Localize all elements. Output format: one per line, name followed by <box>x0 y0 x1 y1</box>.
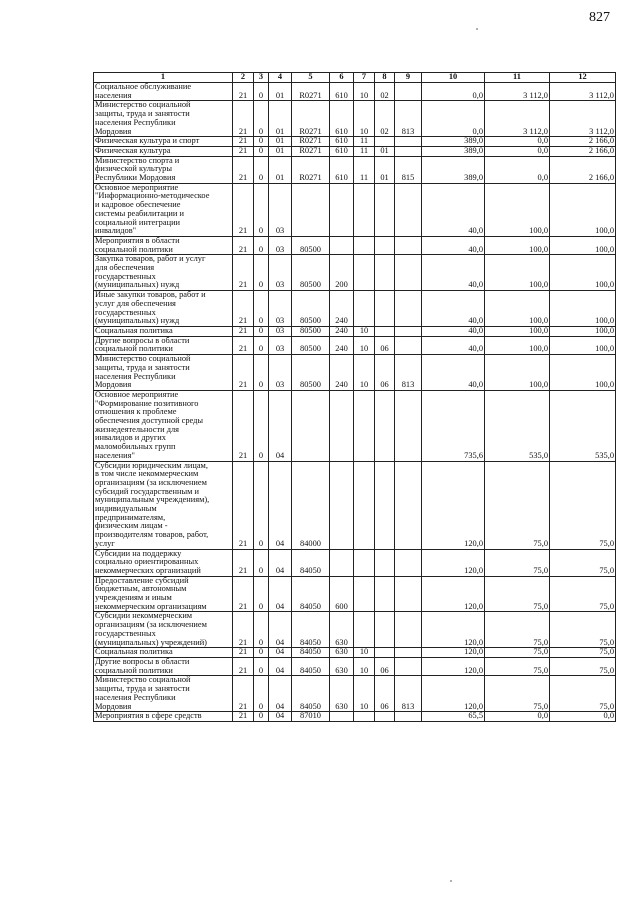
table-cell: 21 <box>233 549 254 576</box>
table-cell <box>375 183 395 236</box>
table-cell <box>395 255 422 291</box>
table-cell: 21 <box>233 83 254 101</box>
row-name-cell: Министерство социальной защиты, труда и занятости населения Республики Мордовия <box>94 101 233 137</box>
table-cell: 80500 <box>292 255 330 291</box>
table-row <box>94 101 616 137</box>
table-cell: 630 <box>330 648 354 658</box>
table-cell: 100,0 <box>550 326 616 336</box>
table-cell: 03 <box>269 255 292 291</box>
table-cell: 04 <box>269 658 292 676</box>
table-cell: 01 <box>269 156 292 183</box>
table-cell <box>375 461 395 549</box>
table-cell: 21 <box>233 101 254 137</box>
table-cell: 80500 <box>292 291 330 327</box>
table-cell: 0 <box>254 156 269 183</box>
row-name-cell: Субсидии на поддержку социально ориентированных некоммерческих организаций <box>94 549 233 576</box>
table-cell <box>292 390 330 461</box>
table-cell: 84050 <box>292 648 330 658</box>
table-cell: 84000 <box>292 461 330 549</box>
table-row <box>94 291 616 327</box>
table-cell: 0 <box>254 676 269 712</box>
table-cell: 80500 <box>292 326 330 336</box>
table-row <box>94 576 616 612</box>
table-cell <box>395 326 422 336</box>
table-cell: 200 <box>330 255 354 291</box>
table-cell: 100,0 <box>550 291 616 327</box>
table-cell <box>292 183 330 236</box>
table-cell: 75,0 <box>485 549 550 576</box>
table-cell: 0 <box>254 549 269 576</box>
table-cell: 0,0 <box>485 712 550 722</box>
table-cell: 21 <box>233 183 254 236</box>
table-cell: 240 <box>330 336 354 354</box>
table-cell: 80500 <box>292 236 330 254</box>
table-cell <box>395 146 422 156</box>
table-cell <box>375 712 395 722</box>
table-cell: 80500 <box>292 336 330 354</box>
table-body <box>94 83 616 722</box>
table-cell: 21 <box>233 291 254 327</box>
table-cell: 735,6 <box>422 390 485 461</box>
table-cell: 75,0 <box>550 576 616 612</box>
table-cell: 2 166,0 <box>550 137 616 147</box>
table-cell: 0 <box>254 137 269 147</box>
table-cell: 0 <box>254 326 269 336</box>
table-cell: 0 <box>254 146 269 156</box>
row-name-cell: Предоставление субсидий бюджетным, автономным учреждениям и иным некоммерческим организациям <box>94 576 233 612</box>
table-cell: 240 <box>330 355 354 391</box>
table-cell: 02 <box>375 101 395 137</box>
row-name-cell: Субсидии некоммерческим организациям (за исключением государственных (муниципальных) учреждений) <box>94 612 233 648</box>
table-cell: 0 <box>254 236 269 254</box>
table-cell: 01 <box>375 156 395 183</box>
table-cell: 2 166,0 <box>550 156 616 183</box>
row-name-cell: Другие вопросы в области социальной политики <box>94 658 233 676</box>
table-cell: 120,0 <box>422 648 485 658</box>
table-cell: 87010 <box>292 712 330 722</box>
column-header: 9 <box>395 73 422 83</box>
table-row <box>94 326 616 336</box>
table-cell: 120,0 <box>422 676 485 712</box>
row-name-cell: Министерство социальной защиты, труда и занятости населения Республики Мордовия <box>94 355 233 391</box>
table-cell: 0,0 <box>485 146 550 156</box>
table-cell: 21 <box>233 390 254 461</box>
table-cell: 240 <box>330 326 354 336</box>
row-name-cell: Министерство спорта и физической культуры Республики Мордовия <box>94 156 233 183</box>
table-cell: 240 <box>330 291 354 327</box>
table-cell <box>375 549 395 576</box>
table-cell <box>375 612 395 648</box>
table-cell: 0 <box>254 390 269 461</box>
table-cell: 610 <box>330 146 354 156</box>
table-cell: 10 <box>354 326 375 336</box>
column-header: 3 <box>254 73 269 83</box>
table-cell: 04 <box>269 461 292 549</box>
table-cell: 10 <box>354 355 375 391</box>
table-cell <box>330 390 354 461</box>
table-cell: 21 <box>233 336 254 354</box>
table-row <box>94 461 616 549</box>
table-cell: 600 <box>330 576 354 612</box>
table-cell <box>395 658 422 676</box>
table-cell: 10 <box>354 336 375 354</box>
table-cell <box>395 612 422 648</box>
row-name-cell: Физическая культура и спорт <box>94 137 233 147</box>
table-row <box>94 83 616 101</box>
column-header: 5 <box>292 73 330 83</box>
table-cell: 0 <box>254 576 269 612</box>
table-cell <box>395 137 422 147</box>
table-cell <box>395 549 422 576</box>
table-cell: 84050 <box>292 676 330 712</box>
table-cell: 75,0 <box>485 576 550 612</box>
table-cell: R0271 <box>292 83 330 101</box>
table-cell: 03 <box>269 183 292 236</box>
table-cell: 21 <box>233 236 254 254</box>
table-cell: 120,0 <box>422 576 485 612</box>
table-cell <box>395 183 422 236</box>
header-row <box>94 73 616 83</box>
table-cell: 75,0 <box>485 612 550 648</box>
table-cell <box>375 576 395 612</box>
table-cell: 630 <box>330 676 354 712</box>
table-cell <box>375 137 395 147</box>
table-cell: R0271 <box>292 156 330 183</box>
table-cell: 01 <box>269 101 292 137</box>
table-cell: 100,0 <box>485 326 550 336</box>
page-number: 827 <box>589 10 610 25</box>
table-cell: 0 <box>254 612 269 648</box>
table-cell: 75,0 <box>485 658 550 676</box>
table-cell: 21 <box>233 137 254 147</box>
table-cell: 04 <box>269 576 292 612</box>
table-cell: 535,0 <box>485 390 550 461</box>
table-row <box>94 355 616 391</box>
table-cell: 0 <box>254 101 269 137</box>
table-cell: 06 <box>375 336 395 354</box>
table-cell: 04 <box>269 612 292 648</box>
table-cell <box>330 549 354 576</box>
table-cell: 06 <box>375 658 395 676</box>
table-cell: 21 <box>233 461 254 549</box>
table-cell: 21 <box>233 612 254 648</box>
table-cell: 04 <box>269 676 292 712</box>
table-cell: 75,0 <box>485 461 550 549</box>
table-cell: 84050 <box>292 549 330 576</box>
table-cell: 120,0 <box>422 461 485 549</box>
table-cell: 100,0 <box>550 255 616 291</box>
table-cell: 02 <box>375 83 395 101</box>
table-cell: 100,0 <box>550 183 616 236</box>
table-cell <box>330 712 354 722</box>
table-row <box>94 648 616 658</box>
column-header: 2 <box>233 73 254 83</box>
table-cell: 100,0 <box>485 236 550 254</box>
table-cell: 75,0 <box>550 676 616 712</box>
row-name-cell: Физическая культура <box>94 146 233 156</box>
table-cell: 0,0 <box>485 156 550 183</box>
row-name-cell: Другие вопросы в области социальной политики <box>94 336 233 354</box>
table-cell: 04 <box>269 648 292 658</box>
table-cell: R0271 <box>292 101 330 137</box>
table-row <box>94 255 616 291</box>
table-cell: 84050 <box>292 576 330 612</box>
table-cell: 40,0 <box>422 236 485 254</box>
table-cell: R0271 <box>292 146 330 156</box>
table-cell: 3 112,0 <box>485 83 550 101</box>
table-cell: 03 <box>269 336 292 354</box>
table-cell: 120,0 <box>422 612 485 648</box>
row-name-cell: Основное мероприятие "Формирование позитивного отношения к проблеме обеспечения доступной среды жизнедеятельности для инвалидов и других маломобильных групп населения" <box>94 390 233 461</box>
table-row <box>94 183 616 236</box>
table-cell: 80500 <box>292 355 330 391</box>
table-cell: 84050 <box>292 612 330 648</box>
table-cell: 0,0 <box>550 712 616 722</box>
table-cell: 40,0 <box>422 326 485 336</box>
table-cell: 610 <box>330 83 354 101</box>
table-cell: 813 <box>395 676 422 712</box>
table-row <box>94 390 616 461</box>
table-cell: 11 <box>354 146 375 156</box>
table-cell <box>354 255 375 291</box>
table-cell <box>375 326 395 336</box>
table-cell: 0 <box>254 183 269 236</box>
table-cell: 610 <box>330 156 354 183</box>
table-cell: 21 <box>233 648 254 658</box>
table-cell: 0,0 <box>422 101 485 137</box>
row-name-cell: Мероприятия в области социальной политики <box>94 236 233 254</box>
table-cell: 0 <box>254 461 269 549</box>
table-cell <box>354 390 375 461</box>
table-cell <box>330 183 354 236</box>
table-cell: 21 <box>233 576 254 612</box>
table-cell: 389,0 <box>422 137 485 147</box>
row-name-cell: Мероприятия в сфере средств <box>94 712 233 722</box>
table-cell: 0 <box>254 658 269 676</box>
table-cell: 610 <box>330 101 354 137</box>
table-cell: 10 <box>354 658 375 676</box>
table-cell: 0 <box>254 291 269 327</box>
table-cell <box>330 236 354 254</box>
table-row <box>94 712 616 722</box>
column-header: 12 <box>550 73 616 83</box>
column-header: 8 <box>375 73 395 83</box>
table-cell: 389,0 <box>422 156 485 183</box>
table-cell: 04 <box>269 712 292 722</box>
table-cell: 0 <box>254 648 269 658</box>
table-cell: 40,0 <box>422 291 485 327</box>
table-cell: 21 <box>233 326 254 336</box>
table-cell: 21 <box>233 255 254 291</box>
table-cell: 3 112,0 <box>550 83 616 101</box>
table-cell <box>354 549 375 576</box>
table-cell: 0,0 <box>485 137 550 147</box>
table-cell: 0 <box>254 355 269 391</box>
row-name-cell: Социальная политика <box>94 648 233 658</box>
table-cell <box>395 712 422 722</box>
table-cell: 65,5 <box>422 712 485 722</box>
table-cell: 3 112,0 <box>485 101 550 137</box>
table-cell: 40,0 <box>422 355 485 391</box>
table-cell: 06 <box>375 676 395 712</box>
table-cell: 75,0 <box>550 549 616 576</box>
table-cell: 3 112,0 <box>550 101 616 137</box>
table-cell <box>395 336 422 354</box>
table-cell: 610 <box>330 137 354 147</box>
table-cell <box>395 461 422 549</box>
table-cell: 75,0 <box>550 612 616 648</box>
table-cell <box>375 255 395 291</box>
table-cell: 75,0 <box>550 461 616 549</box>
table-cell: 40,0 <box>422 183 485 236</box>
table-cell: 815 <box>395 156 422 183</box>
table-cell: 535,0 <box>550 390 616 461</box>
table-cell: 630 <box>330 658 354 676</box>
table-cell <box>354 576 375 612</box>
table-cell <box>395 390 422 461</box>
table-cell: 11 <box>354 137 375 147</box>
table-cell: 11 <box>354 156 375 183</box>
table-cell: 40,0 <box>422 255 485 291</box>
table-row <box>94 612 616 648</box>
table-cell: 01 <box>269 146 292 156</box>
table-row <box>94 137 616 147</box>
table-cell <box>395 236 422 254</box>
table-cell: 10 <box>354 101 375 137</box>
table-row <box>94 156 616 183</box>
table-cell: 120,0 <box>422 549 485 576</box>
table-cell <box>354 612 375 648</box>
table-cell: 10 <box>354 676 375 712</box>
table-cell <box>354 183 375 236</box>
row-name-cell: Закупка товаров, работ и услуг для обеспечения государственных (муниципальных) нужд <box>94 255 233 291</box>
column-header: 10 <box>422 73 485 83</box>
table-cell: 01 <box>375 146 395 156</box>
table-cell <box>375 648 395 658</box>
scan-speck <box>476 28 478 30</box>
table-cell: 21 <box>233 712 254 722</box>
column-header: 4 <box>269 73 292 83</box>
column-header: 1 <box>94 73 233 83</box>
table-cell: 21 <box>233 658 254 676</box>
table-cell: 0 <box>254 83 269 101</box>
scan-speck <box>450 880 452 882</box>
table-cell: 21 <box>233 355 254 391</box>
column-header: 6 <box>330 73 354 83</box>
table-cell: 40,0 <box>422 336 485 354</box>
table-cell: 75,0 <box>485 676 550 712</box>
column-header: 7 <box>354 73 375 83</box>
table-cell <box>354 461 375 549</box>
table-cell: 0,0 <box>422 83 485 101</box>
table-row <box>94 336 616 354</box>
table-cell <box>354 236 375 254</box>
table-cell: 03 <box>269 291 292 327</box>
table-cell: 10 <box>354 648 375 658</box>
table-cell: 03 <box>269 236 292 254</box>
table-cell: 0 <box>254 712 269 722</box>
table-cell <box>330 461 354 549</box>
table-row <box>94 549 616 576</box>
table-row <box>94 146 616 156</box>
table-cell <box>395 576 422 612</box>
table-cell: 03 <box>269 355 292 391</box>
table-cell: 21 <box>233 156 254 183</box>
table-cell <box>354 712 375 722</box>
table-cell: 100,0 <box>485 336 550 354</box>
table-cell: 100,0 <box>485 291 550 327</box>
table-cell: 01 <box>269 83 292 101</box>
table-cell <box>375 291 395 327</box>
row-name-cell: Субсидии юридическим лицам, в том числе некоммерческим организациям (за исключением субсидий государственным и муниципальным учреждениям), индивидуальным предпринимателям, физическим лицам - производителям товаров, работ, услуг <box>94 461 233 549</box>
table-cell <box>395 648 422 658</box>
row-name-cell: Основное мероприятие "Информационно-методическое и кадровое обеспечение системы реабилитации и социальной интеграции инвалидов" <box>94 183 233 236</box>
table-cell <box>395 291 422 327</box>
row-name-cell: Министерство социальной защиты, труда и занятости населения Республики Мордовия <box>94 676 233 712</box>
table-cell: 389,0 <box>422 146 485 156</box>
table-cell: 84050 <box>292 658 330 676</box>
table-cell: 01 <box>269 137 292 147</box>
table-cell: 100,0 <box>485 183 550 236</box>
table-row <box>94 236 616 254</box>
table-cell: 75,0 <box>550 658 616 676</box>
row-name-cell: Иные закупки товаров, работ и услуг для обеспечения государственных (муниципальных) нужд <box>94 291 233 327</box>
table-cell: 813 <box>395 101 422 137</box>
table-cell: R0271 <box>292 137 330 147</box>
table-cell: 75,0 <box>485 648 550 658</box>
table-cell <box>395 83 422 101</box>
row-name-cell: Социальное обслуживание населения <box>94 83 233 101</box>
table-row <box>94 658 616 676</box>
table-cell: 120,0 <box>422 658 485 676</box>
table-cell: 100,0 <box>550 236 616 254</box>
table-row <box>94 676 616 712</box>
table-cell: 03 <box>269 326 292 336</box>
table-cell <box>354 291 375 327</box>
table-cell: 21 <box>233 676 254 712</box>
table-cell: 630 <box>330 612 354 648</box>
table-cell: 100,0 <box>550 355 616 391</box>
table-cell: 06 <box>375 355 395 391</box>
budget-table <box>93 72 616 722</box>
table-cell: 04 <box>269 390 292 461</box>
table-cell: 04 <box>269 549 292 576</box>
table-cell: 75,0 <box>550 648 616 658</box>
table-cell: 0 <box>254 336 269 354</box>
table-cell: 0 <box>254 255 269 291</box>
table-cell: 100,0 <box>485 355 550 391</box>
table-cell: 10 <box>354 83 375 101</box>
table-cell: 100,0 <box>550 336 616 354</box>
column-header: 11 <box>485 73 550 83</box>
table-cell: 2 166,0 <box>550 146 616 156</box>
table-cell <box>375 236 395 254</box>
table-cell: 813 <box>395 355 422 391</box>
table-cell: 21 <box>233 146 254 156</box>
row-name-cell: Социальная политика <box>94 326 233 336</box>
table-cell <box>375 390 395 461</box>
table-cell: 100,0 <box>485 255 550 291</box>
